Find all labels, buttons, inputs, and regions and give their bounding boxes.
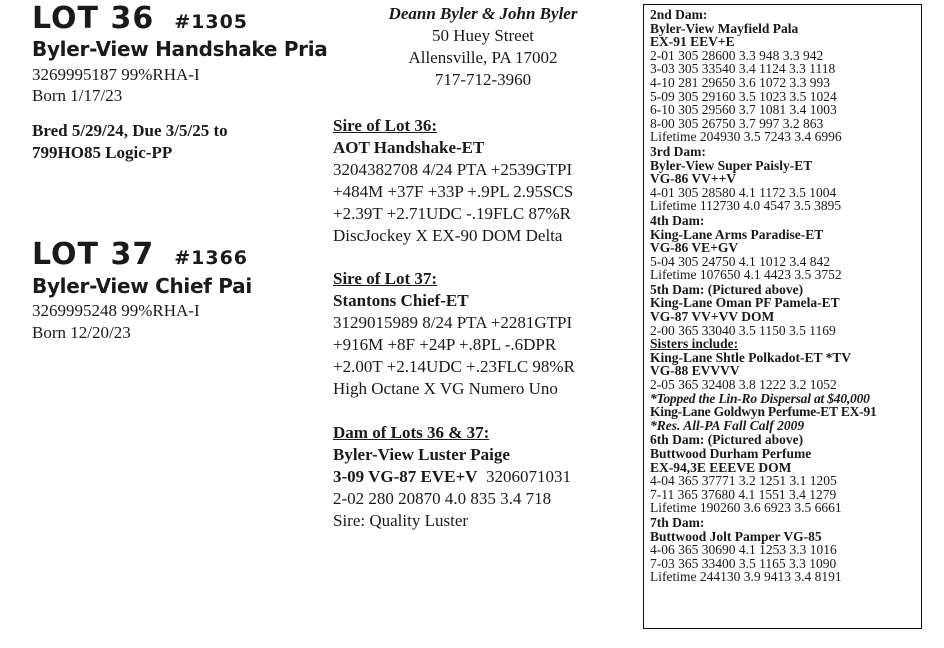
lot36-id-line: 3269995187 99%RHA-I <box>32 65 200 84</box>
sire36-line: +484M +37F +33P +.9PL 2.95SCS <box>333 182 574 201</box>
sire37-heading: Sire of Lot 37: <box>333 269 438 288</box>
pedigree-line: 2nd Dam: <box>650 7 708 22</box>
lot37-id-line: 3269995248 99%RHA-I <box>32 301 200 320</box>
pedigree-line: 3rd Dam: <box>650 143 706 159</box>
pedigree-line: 4-04 365 37771 3.2 1251 3.1 1205 <box>650 473 837 489</box>
pedigree-line: 5th Dam: (Pictured above) <box>650 281 804 297</box>
pedigree-line: 2-01 305 28600 3.3 948 3.3 942 <box>650 47 824 63</box>
dam-7th-block <box>650 516 915 584</box>
pedigree-line: 2-00 365 33040 3.5 1150 3.5 1169 <box>650 322 836 338</box>
dam-5th-block <box>650 283 915 433</box>
lot36-header <box>32 2 248 36</box>
dam-record: 2-02 280 20870 4.0 835 3.4 718 <box>333 489 552 508</box>
pedigree-line: 7th Dam: <box>650 514 705 530</box>
seller-info <box>333 3 633 91</box>
pedigree-line: VG-88 EVVVV <box>650 363 740 379</box>
lot37-header <box>32 238 248 272</box>
lot36-born: Born 1/17/23 <box>32 86 123 105</box>
pedigree-line: 4th Dam: <box>650 212 705 228</box>
dam-sire: Sire: Quality Luster <box>333 511 469 530</box>
dam-3rd-block <box>650 145 915 213</box>
pedigree-line: *Topped the Lin-Ro Dispersal at $40,000 <box>650 390 870 406</box>
dam-id: 3206071031 <box>485 467 571 486</box>
lot37-title: LOT 37 <box>32 237 155 272</box>
pedigree-line: 6th Dam: (Pictured above) <box>650 432 804 448</box>
lot37-number: #1366 <box>174 247 249 269</box>
lot37-animal-name: Byler-View Chief Pai <box>32 274 252 298</box>
dam-classification: 3-09 VG-87 EVE+V <box>333 467 478 486</box>
pedigree-line: Sisters include: <box>650 336 739 352</box>
pedigree-line: 6-10 305 29560 3.7 1081 3.4 1003 <box>650 102 837 118</box>
pedigree-line: EX-91 EEV+E <box>650 34 735 50</box>
pedigree-line: Lifetime 112730 4.0 4547 3.5 3895 <box>650 198 842 214</box>
seller-phone: 717-712-3960 <box>434 70 532 89</box>
pedigree-box <box>643 4 922 629</box>
pedigree-line: 4-10 281 29650 3.6 1072 3.3 993 <box>650 74 830 90</box>
pedigree-line: 3-03 305 33540 3.4 1124 3.3 1118 <box>650 61 836 77</box>
dam-4th-block <box>650 214 915 282</box>
sire36-heading: Sire of Lot 36: <box>333 116 438 135</box>
pedigree-line: Lifetime 190260 3.6 6923 3.5 6661 <box>650 500 842 516</box>
lot36-title: LOT 36 <box>32 1 155 36</box>
pedigree-line: VG-86 VE+GV <box>650 240 739 256</box>
sire36-line: +2.39T +2.71UDC -.19FLC 87%R <box>333 204 571 223</box>
pedigree-line: 5-04 305 24750 4.1 1012 3.4 842 <box>650 253 830 269</box>
pedigree-line: King-Lane Oman PF Pamela-ET <box>650 295 840 311</box>
pedigree-line: 7-11 365 37680 4.1 1551 3.4 1279 <box>650 486 837 502</box>
lot37-born: Born 12/20/23 <box>32 323 131 342</box>
sire36-section <box>333 115 573 247</box>
sire37-line: +2.00T +2.14UDC +.23FLC 98%R <box>333 357 575 376</box>
pedigree-line: Lifetime 244130 3.9 9413 3.4 8191 <box>650 569 842 585</box>
pedigree-line: 5-09 305 29160 3.5 1023 3.5 1024 <box>650 88 837 104</box>
sire37-section <box>333 268 575 400</box>
dam-heading: Dam of Lots 36 & 37: <box>333 423 490 442</box>
pedigree-line: King-Lane Shtle Polkadot-ET *TV <box>650 349 852 365</box>
pedigree-line: EX-94,3E EEEVE DOM <box>650 459 792 475</box>
lot36-bred-line2: 799HO85 Logic-PP <box>32 143 173 162</box>
pedigree-line: Lifetime 107650 4.1 4423 3.5 3752 <box>650 267 842 283</box>
lot36-animal-name: Byler-View Handshake Pria <box>32 37 328 61</box>
pedigree-line: King-Lane Goldwyn Perfume-ET EX-91 <box>650 404 877 420</box>
sire37-line: +916M +8F +24P +.8PL -.6DPR <box>333 335 557 354</box>
dam-6th-block <box>650 433 915 515</box>
lot36-bred-line1: Bred 5/29/24, Due 3/5/25 to <box>32 121 228 140</box>
lot36-number: #1305 <box>174 11 249 33</box>
sire36-name: AOT Handshake-ET <box>333 138 485 157</box>
pedigree-line: Byler-View Super Paisly-ET <box>650 157 813 173</box>
pedigree-line: 7-03 365 33400 3.5 1165 3.3 1090 <box>650 555 837 571</box>
pedigree-line: VG-87 VV+VV DOM <box>650 309 775 325</box>
pedigree-line: King-Lane Arms Paradise-ET <box>650 226 824 242</box>
pedigree-line: Buttwood Durham Perfume <box>650 446 812 461</box>
sire36-line: 3204382708 4/24 PTA +2539GTPI <box>333 160 573 179</box>
pedigree-line: Lifetime 204930 3.5 7243 3.4 6996 <box>650 129 842 145</box>
pedigree-line: VG-86 VV++V <box>650 171 737 187</box>
dam-2nd-block <box>650 8 915 144</box>
seller-names: Deann Byler & John Byler <box>388 4 578 23</box>
seller-city: Allensville, PA 17002 <box>408 48 558 67</box>
sire37-line: 3129015989 8/24 PTA +2281GTPI <box>333 313 573 332</box>
pedigree-line: 8-00 305 26750 3.7 997 3.2 863 <box>650 115 824 131</box>
pedigree-line: Buttwood Jolt Pamper VG-85 <box>650 528 822 544</box>
dam-section <box>333 422 571 532</box>
sire36-line: DiscJockey X EX-90 DOM Delta <box>333 226 563 245</box>
dam-classification-line <box>333 466 571 488</box>
pedigree-line: Byler-View Mayfield Pala <box>650 20 799 36</box>
pedigree-line: 4-06 365 30690 4.1 1253 3.3 1016 <box>650 542 837 558</box>
sire37-line: High Octane X VG Numero Uno <box>333 379 558 398</box>
sire37-name: Stantons Chief-ET <box>333 291 469 310</box>
pedigree-line: 2-05 365 32408 3.8 1222 3.2 1052 <box>650 377 837 393</box>
pedigree-line: 4-01 305 28580 4.1 1172 3.5 1004 <box>650 184 837 200</box>
seller-street: 50 Huey Street <box>432 26 534 45</box>
dam-name: Byler-View Luster Paige <box>333 445 510 464</box>
pedigree-line: *Res. All-PA Fall Calf 2009 <box>650 417 805 433</box>
